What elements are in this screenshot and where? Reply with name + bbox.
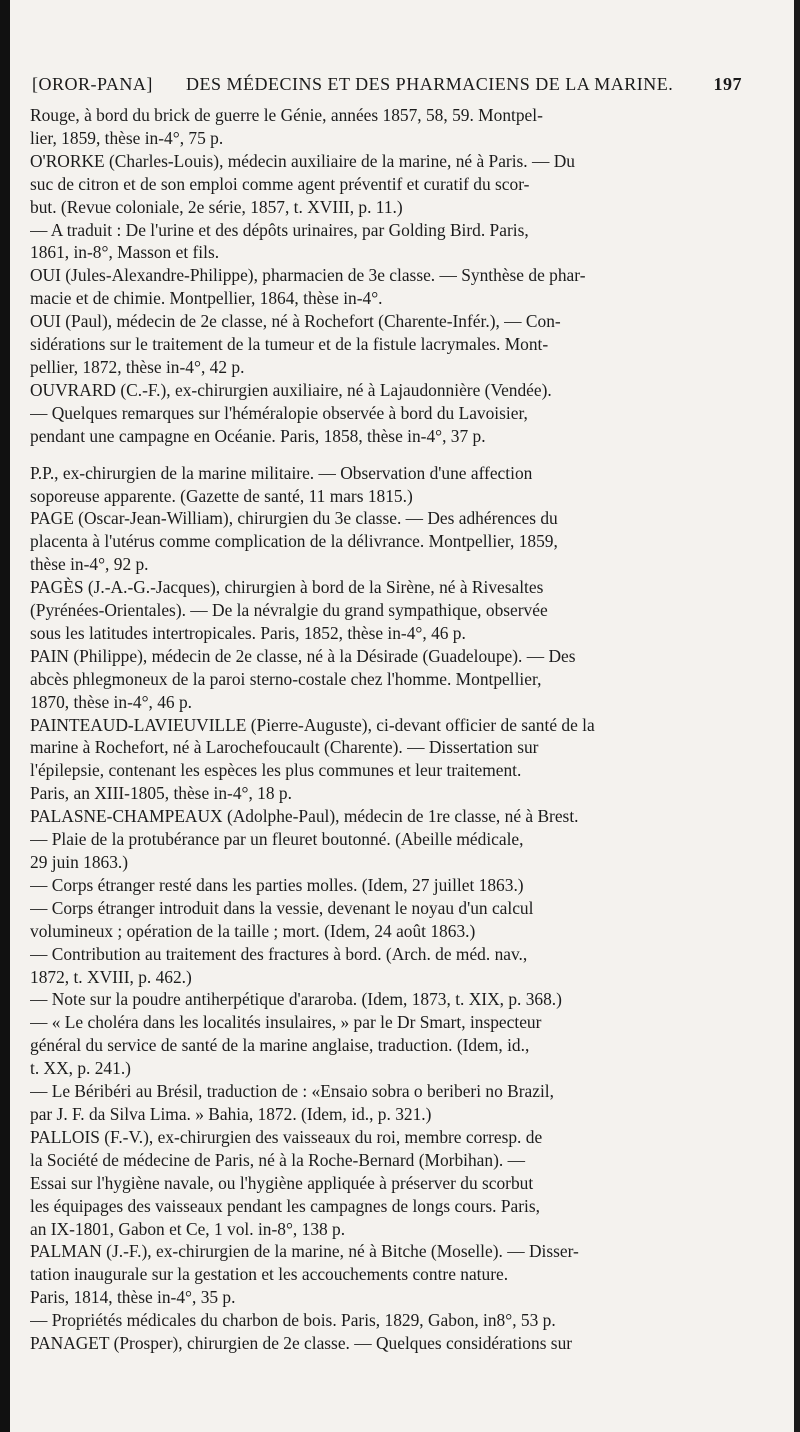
text-line: PAINTEAUD-LAVIEUVILLE (Pierre-Auguste), ci-devant officier de santé de la bbox=[30, 714, 595, 735]
text-line: volumineux ; opération de la taille ; mort. (Idem, 24 août 1863.) bbox=[30, 920, 476, 941]
text-line: par J. F. da Silva Lima. » Bahia, 1872. (Idem, id., p. 321.) bbox=[30, 1103, 432, 1124]
running-header bbox=[32, 74, 742, 100]
header-range: [OROR-PANA] bbox=[32, 74, 153, 94]
text-line: sous les latitudes intertropicales. Paris, 1852, thèse in-4°, 46 p. bbox=[30, 622, 466, 643]
text-line: — Propriétés médicales du charbon de bois. Paris, 1829, Gabon, in8°, 53 p. bbox=[30, 1310, 556, 1331]
text-line: tation inaugurale sur la gestation et les accouchements contre nature. bbox=[30, 1264, 509, 1285]
text-line: 1872, t. XVIII, p. 462.) bbox=[30, 966, 192, 987]
text-line: soporeuse apparente. (Gazette de santé, 11 mars 1815.) bbox=[30, 485, 413, 506]
text-line: Paris, 1814, thèse in-4°, 35 p. bbox=[30, 1287, 236, 1308]
text-line: PANAGET (Prosper), chirurgien de 2e classe. — Quelques considérations sur bbox=[30, 1333, 573, 1354]
text-line: thèse in-4°, 92 p. bbox=[30, 554, 149, 575]
text-line: l'épilepsie, contenant les espèces les plus communes et leur traitement. bbox=[30, 760, 522, 781]
text-line: général du service de santé de la marine anglaise, traduction. (Idem, id., bbox=[30, 1035, 530, 1056]
text-line: PALASNE-CHAMPEAUX (Adolphe-Paul), médecin de 1re classe, né à Brest. bbox=[30, 806, 579, 827]
text-line: Essai sur l'hygiène navale, ou l'hygiène appliquée à préserver du scorbut bbox=[30, 1172, 534, 1193]
text-line: sidérations sur le traitement de la tumeur et de la fistule lacrymales. Mont- bbox=[30, 334, 549, 355]
text-line: PAGÈS (J.-A.-G.-Jacques), chirurgien à bord de la Sirène, né à Rivesaltes bbox=[30, 577, 544, 598]
text-line: PAGE (Oscar-Jean-William), chirurgien du 3e classe. — Des adhérences du bbox=[30, 508, 558, 529]
text-line: marine à Rochefort, né à Larochefoucault (Charente). — Dissertation sur bbox=[30, 737, 539, 758]
text-line: O'RORKE (Charles-Louis), médecin auxiliaire de la marine, né à Paris. — Du bbox=[30, 150, 575, 171]
text-line: — Corps étranger introduit dans la vessie, devenant le noyau d'un calcul bbox=[30, 897, 534, 918]
text-line: 1870, thèse in-4°, 46 p. bbox=[30, 691, 193, 712]
text-line: — « Le choléra dans les localités insulaires, » par le Dr Smart, inspecteur bbox=[30, 1012, 542, 1033]
text-line: OUI (Jules-Alexandre-Philippe), pharmacien de 3e classe. — Synthèse de phar- bbox=[30, 265, 586, 286]
text-line: pellier, 1872, thèse in-4°, 42 p. bbox=[30, 356, 245, 377]
page-gutter-right bbox=[794, 0, 800, 1432]
text-line: la Société de médecine de Paris, né à la Roche-Bernard (Morbihan). — bbox=[30, 1149, 525, 1170]
dictionary-text bbox=[30, 104, 742, 1355]
text-line: PAIN (Philippe), médecin de 2e classe, né à la Désirade (Guadeloupe). — Des bbox=[30, 645, 576, 666]
text-line: — A traduit : De l'urine et des dépôts urinaires, par Golding Bird. Paris, bbox=[30, 219, 529, 240]
text-line: — Contribution au traitement des fractures à bord. (Arch. de méd. nav., bbox=[30, 943, 528, 964]
text-line: (Pyrénées-Orientales). — De la névralgie du grand sympathique, observée bbox=[30, 600, 548, 621]
text-line: les équipages des vaisseaux pendant les campagnes de longs cours. Paris, bbox=[30, 1195, 540, 1216]
text-line: lier, 1859, thèse in-4°, 75 p. bbox=[30, 127, 224, 148]
text-line: t. XX, p. 241.) bbox=[30, 1058, 131, 1079]
text-line: — Corps étranger resté dans les parties molles. (Idem, 27 juillet 1863.) bbox=[30, 874, 524, 895]
text-line: OUI (Paul), médecin de 2e classe, né à Rochefort (Charente-Infér.), — Con- bbox=[30, 311, 561, 332]
page-number: 197 bbox=[713, 74, 742, 94]
text-line: macie et de chimie. Montpellier, 1864, thèse in-4°. bbox=[30, 288, 383, 309]
text-line: abcès phlegmoneux de la paroi sterno-costale chez l'homme. Montpellier, bbox=[30, 668, 542, 689]
text-line: — Le Béribéri au Brésil, traduction de : «Ensaio sobra o beriberi no Brazil, bbox=[30, 1081, 554, 1102]
page-gutter-left bbox=[0, 0, 10, 1432]
header-title: DES MÉDECINS ET DES PHARMACIENS DE LA MARINE. bbox=[186, 74, 674, 94]
text-line: Paris, an XIII-1805, thèse in-4°, 18 p. bbox=[30, 783, 292, 804]
text-line: pendant une campagne en Océanie. Paris, 1858, thèse in-4°, 37 p. bbox=[30, 425, 486, 446]
text-line: suc de citron et de son emploi comme agent préventif et curatif du scor- bbox=[30, 173, 530, 194]
text-line: — Quelques remarques sur l'héméralopie observée à bord du Lavoisier, bbox=[30, 402, 528, 423]
text-line: but. (Revue coloniale, 2e série, 1857, t. XVIII, p. 11.) bbox=[30, 196, 403, 217]
section-gap bbox=[30, 448, 742, 462]
text-line: — Plaie de la protubérance par un fleuret boutonné. (Abeille médicale, bbox=[30, 829, 524, 850]
text-line: P.P., ex-chirurgien de la marine militaire. — Observation d'une affection bbox=[30, 462, 533, 483]
text-line: 1861, in-8°, Masson et fils. bbox=[30, 242, 220, 263]
text-line: 29 juin 1863.) bbox=[30, 852, 129, 872]
text-line: PALMAN (J.-F.), ex-chirurgien de la marine, né à Bitche (Moselle). — Disser- bbox=[30, 1241, 579, 1262]
text-line: placenta à l'utérus comme complication de la délivrance. Montpellier, 1859, bbox=[30, 531, 558, 552]
text-line: PALLOIS (F.-V.), ex-chirurgien des vaisseaux du roi, membre corresp. de bbox=[30, 1126, 543, 1147]
text-line: an IX-1801, Gabon et Ce, 1 vol. in-8°, 138 p. bbox=[30, 1218, 346, 1239]
text-line: OUVRARD (C.-F.), ex-chirurgien auxiliaire, né à Lajaudonnière (Vendée). bbox=[30, 379, 552, 400]
text-line: — Note sur la poudre antiherpétique d'araroba. (Idem, 1873, t. XIX, p. 368.) bbox=[30, 989, 562, 1010]
text-line: Rouge, à bord du brick de guerre le Génie, années 1857, 58, 59. Montpel- bbox=[30, 105, 543, 125]
